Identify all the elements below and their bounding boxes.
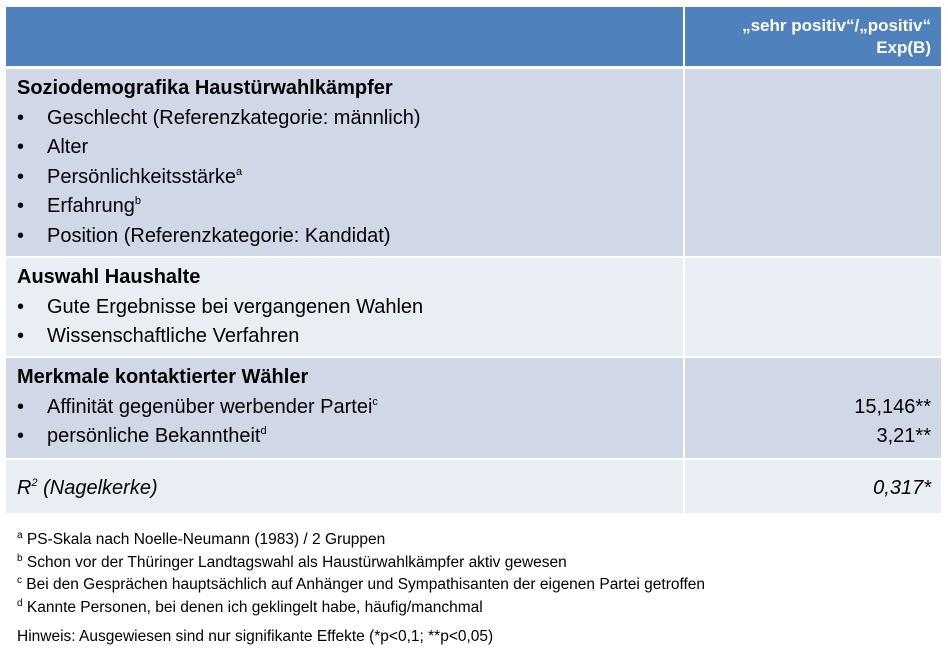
coefficient-value: 15,146** [854, 395, 931, 418]
header-label: „sehr positiv“/„positiv“ [742, 16, 931, 35]
list-item: • Wissenschaftliche Verfahren [17, 322, 683, 352]
list-item: • persönliche Bekanntheit$^d$ [17, 422, 683, 452]
value-cell [684, 357, 941, 459]
footnote: $^c$ Bei den Gesprächen hauptsächlich auf Anhänger und Sympathisanten der eigenen Partei getroffen [17, 575, 706, 593]
header-sublabel: Exp(B) [876, 38, 931, 57]
footnote: $^b$ Schon vor der Thüringer Landtagswahl als Haustürwahlkämpfer aktiv gewesen [17, 552, 567, 571]
section-cell [6, 257, 684, 357]
r2-value: 0,317* [873, 477, 931, 499]
table-row-soziodemografika [6, 69, 941, 257]
footnote: $^d$ Kannte Personen, bei denen ich geklingelt habe, häufig/manchmal [17, 597, 483, 616]
regression-table [6, 7, 941, 515]
coefficient-value: 3,21** [876, 425, 931, 447]
value-cell [684, 69, 941, 257]
table-row-auswahl-haushalte [6, 257, 941, 357]
header-cell-right [684, 7, 941, 66]
table-row-merkmale-waehler [6, 357, 941, 459]
r2-label-cell: $R^2$ (Nagelkerke) [6, 459, 684, 514]
header-cell-left [6, 7, 684, 66]
table-row-r2 [6, 459, 941, 514]
significance-hint: Hinweis: Ausgewiesen sind nur signifikante Effekte (*p<0,1; **p<0,05) [17, 628, 494, 645]
r2-value-cell [684, 459, 941, 514]
footnote: $^a$ PS-Skala nach Noelle-Neumann (1983) / 2 Gruppen [17, 530, 386, 548]
list-item: • Erfahrung$^b$ [17, 192, 683, 222]
list-item: • Affinität gegenüber werbender Partei$^c$ [17, 393, 683, 423]
section-title: Soziodemografika Haustürwahlkämpfer [17, 77, 393, 99]
section-cell [6, 69, 684, 257]
list-item: • Gute Ergebnisse bei vergangenen Wahlen [17, 293, 683, 323]
list-item: • Persönlichkeitsstärke$^a$ [17, 163, 683, 193]
list-item: • Geschlecht (Referenzkategorie: männlich) [17, 104, 683, 134]
list-item: • Alter [17, 133, 683, 163]
value-cell [684, 257, 941, 357]
table-header-row [6, 7, 941, 66]
section-title: Auswahl Haushalte [17, 266, 201, 288]
list-item: • Position (Referenzkategorie: Kandidat) [17, 222, 683, 252]
section-cell [6, 357, 684, 459]
section-title: Merkmale kontaktierter Wähler [17, 366, 309, 388]
footnotes [17, 529, 705, 619]
